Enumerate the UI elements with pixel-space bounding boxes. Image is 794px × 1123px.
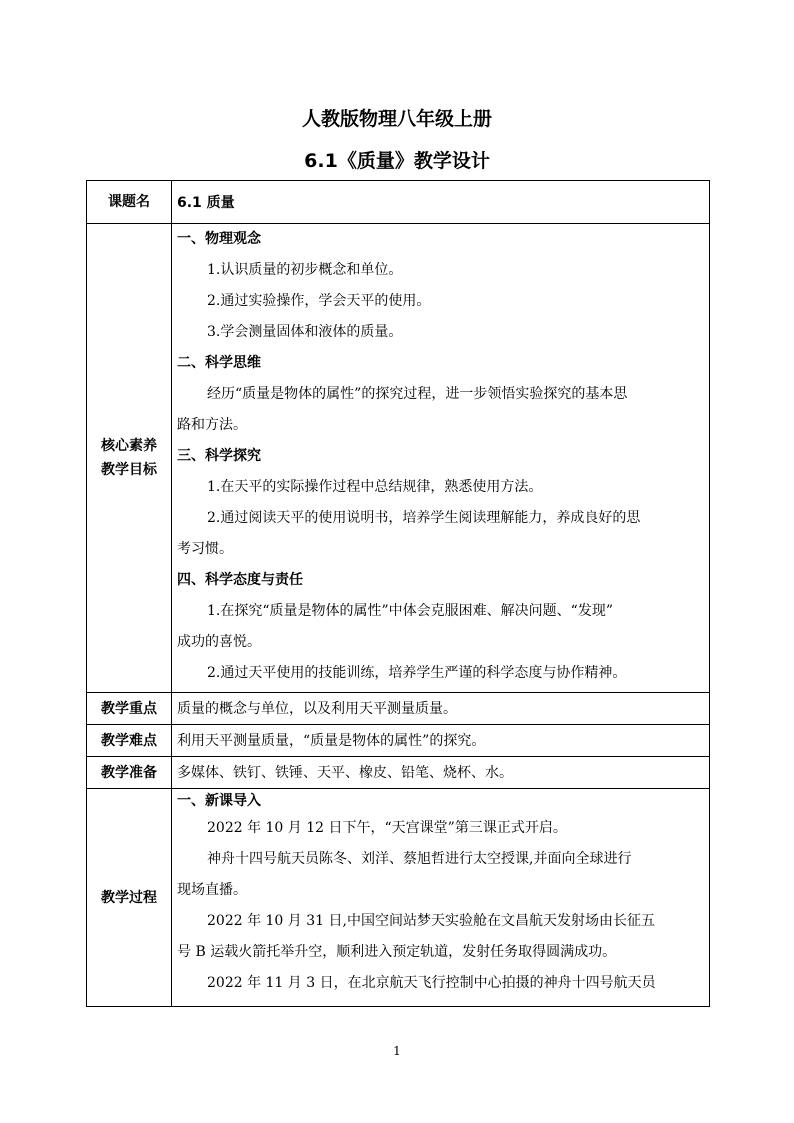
row-difficulties [87,725,710,757]
label-goals [87,224,172,693]
label-process: 教学过程 [87,789,172,1007]
label-difficulties: 教学难点 [87,725,172,757]
row-goals [87,224,710,693]
value-topic [172,181,710,224]
label-topic: 课题名 [87,181,172,224]
page-number: 1 [393,1044,401,1058]
row-key-points [87,693,710,725]
difficulties-text: 利用天平测量质量，“质量是物体的属性”的探究。 [177,732,486,749]
goals-line: 2.通过天平使用的技能训练，培养学生严谨的科学态度与协作精神。 [207,665,627,681]
row-topic [87,181,710,224]
key-points-text: 质量的概念与单位，以及利用天平测量质量。 [177,700,457,717]
goals-line: 1.在探究“质量是物体的属性”中体会克服困难、解决问题、“发现” [207,603,613,619]
goals-line: 经历“质量是物体的属性”的探究过程，进一步领悟实验探究的基本思 [207,386,628,402]
goals-heading-1: 一、物理观念 [177,231,261,247]
topic-text: 6.1 质量 [177,195,235,211]
document-subtitle: 6.1《质量》教学设计 [304,150,490,172]
label-goals-line2: 教学目标 [101,462,157,478]
goals-line: 1.在天平的实际操作过程中总结规律，熟悉使用方法。 [207,479,543,495]
goals-heading-2: 二、科学思维 [177,355,261,371]
process-line: 神舟十四号航天员陈冬、刘洋、蔡旭哲进行太空授课,并面向全球进行 [207,851,632,867]
process-line: 2022 年 11 月 3 日，在北京航天飞行控制中心拍摄的神舟十四号航天员 [207,975,656,991]
goals-line: 3.学会测量固体和液体的质量。 [207,324,403,340]
value-difficulties [172,725,710,757]
process-line: 2022 年 10 月 31 日,中国空间站梦天实验舱在文昌航天发射场由长征五 [207,913,655,929]
goals-heading-4: 四、科学态度与责任 [177,572,303,588]
goals-line: 考习惯。 [177,541,233,557]
document-title: 人教版物理八年级上册 [301,108,492,130]
goals-line: 2.通过阅读天平的使用说明书，培养学生阅读理解能力，养成良好的思 [207,510,641,526]
process-content [172,789,710,1007]
goals-line: 2.通过实验操作，学会天平的使用。 [207,293,431,309]
goals-content [172,224,710,693]
value-preparation [172,757,710,789]
goals-heading-3: 三、科学探究 [177,448,261,464]
process-heading-1: 一、新课导入 [177,793,261,809]
preparation-text: 多媒体、铁钉、铁锤、天平、橡皮、铅笔、烧杯、水。 [177,764,513,781]
label-key-points: 教学重点 [87,693,172,725]
goals-line: 1.认识质量的初步概念和单位。 [207,262,403,278]
lesson-plan-table [86,180,710,1007]
goals-line: 成功的喜悦。 [177,634,261,650]
goals-line: 路和方法。 [177,417,247,433]
process-line: 号 B 运载火箭托举升空，顺利进入预定轨道，发射任务取得圆满成功。 [177,944,617,960]
value-key-points [172,693,710,725]
process-line: 现场直播。 [177,882,247,898]
label-goals-line1: 核心素养 [101,438,157,454]
row-process [87,789,710,1007]
process-line: 2022 年 10 月 12 日下午，“天宫课堂”第三课正式开启。 [207,820,567,836]
row-preparation [87,757,710,789]
label-preparation: 教学准备 [87,757,172,789]
